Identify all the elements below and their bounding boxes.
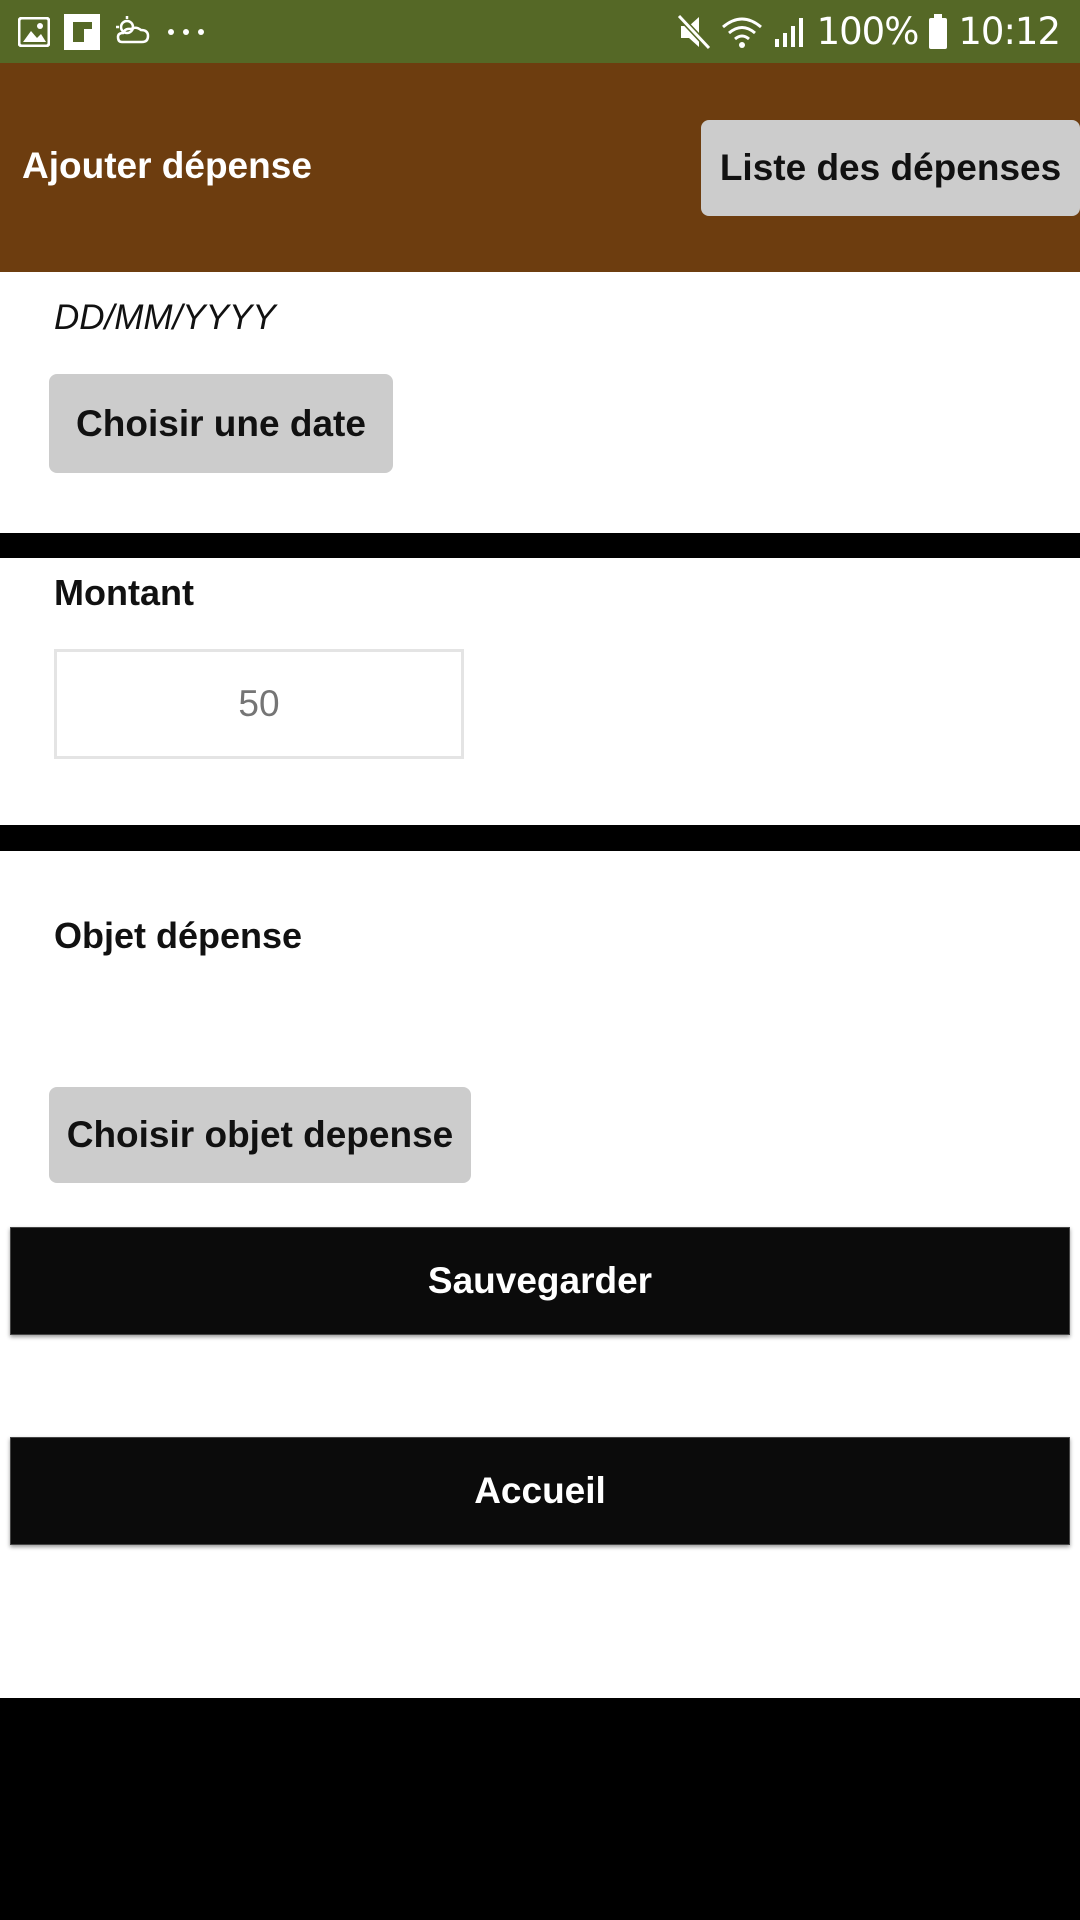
gallery-icon <box>18 17 50 47</box>
date-section <box>0 272 1080 533</box>
clock: 10:12 <box>958 10 1060 53</box>
signal-icon <box>773 15 807 49</box>
amount-input[interactable] <box>54 649 464 759</box>
expense-list-button[interactable]: Liste des dépenses <box>701 120 1080 216</box>
battery-icon <box>928 14 948 50</box>
flipboard-icon <box>64 14 100 50</box>
mute-icon <box>677 14 711 50</box>
battery-percent: 100% <box>816 10 919 53</box>
amount-label: Montant <box>54 572 194 613</box>
choose-date-button[interactable]: Choisir une date <box>49 374 393 473</box>
more-dots-icon <box>166 27 206 37</box>
status-bar-right <box>677 0 1060 63</box>
expense-object-label: Objet dépense <box>54 915 303 956</box>
page-title: Ajouter dépense <box>22 145 312 186</box>
status-bar-left <box>18 14 206 50</box>
app-bar <box>0 63 1080 272</box>
home-button[interactable]: Accueil <box>10 1437 1070 1545</box>
wifi-icon <box>721 15 763 49</box>
cloud-sun-icon <box>114 16 152 48</box>
status-bar <box>0 0 1080 63</box>
save-button[interactable]: Sauvegarder <box>10 1227 1070 1335</box>
choose-expense-object-button[interactable]: Choisir objet depense <box>49 1087 471 1183</box>
expense-object-section <box>0 851 1080 1698</box>
date-format-hint: DD/MM/YYYY <box>54 298 276 337</box>
amount-section <box>0 558 1080 825</box>
